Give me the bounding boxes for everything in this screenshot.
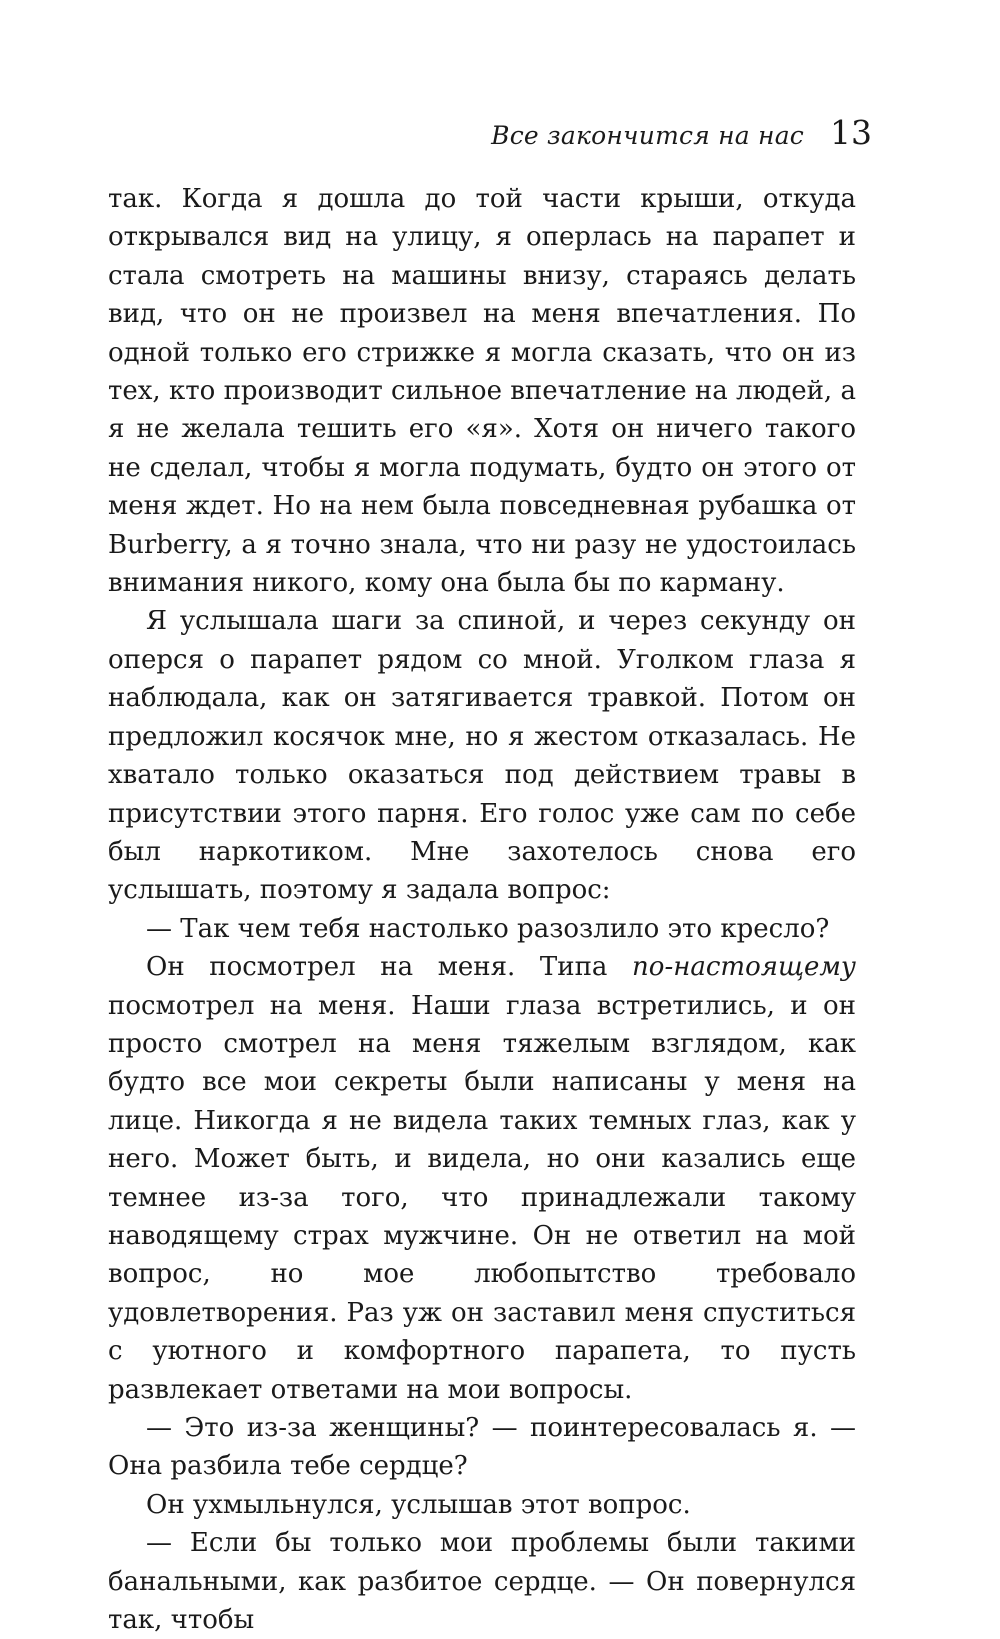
dialogue-line: — Так чем тебя настолько разозлило это кресло? xyxy=(146,913,830,944)
running-header xyxy=(491,113,872,152)
paragraph-text: Он посмотрел на меня. Типа xyxy=(146,952,633,983)
running-title: Все закончится на нас xyxy=(491,121,804,150)
paragraph xyxy=(108,948,856,1409)
paragraph: так. Когда я дошла до той части крыши, откуда открывался вид на улицу, я оперлась на парапет и стала смотреть на машины внизу, стараясь делать вид, что он не произвел на меня впечатления. По одной только его стрижке я могла сказать, что он из тех, кто производит сильное впечатление на людей, а я не желала тешить его «я». Хотя он ничего такого не сделал, чтобы я могла подумать, будто он этого от меня ждет. Но на нем была повседневная рубашка от Burberry, а я точно знала, что ни разу не удостоилась внимания никого, кому она была бы по карману. xyxy=(108,184,856,599)
dialogue-line: — Это из-за женщины? — поинтересовалась я. — Она разбила тебе сердце? xyxy=(108,1413,856,1482)
page-number: 13 xyxy=(830,113,872,152)
body-text xyxy=(108,180,856,1639)
paragraph-text: посмотрел на меня. Наши глаза встретились, и он просто смотрел на меня тяжелым взглядом, как будто все мои секреты были написаны у меня на лице. Никогда я не видела таких темных глаз, как у него. Может быть, и видела, но они казались еще темнее из-за того, что принадлежали такому наводящему страх мужчине. Он не ответил на мой вопрос, но мое любопытство требовало удовлетворения. Раз уж он заставил меня спуститься с уютного и комфортного парапета, то пусть развлекает ответами на мои вопросы. xyxy=(108,990,856,1405)
dialogue-line: — Если бы только мои проблемы были такими банальными, как разбитое сердце. — Он повернулся так, чтобы xyxy=(108,1528,856,1636)
emphasis-text: по-настоящему xyxy=(632,952,856,983)
paragraph: Я услышала шаги за спиной, и через секунду он оперся о парапет рядом со мной. Уголком глаза я наблюдала, как он затягивается травкой. Потом он предложил косячок мне, но я жестом отказалась. Не хватало только оказаться под действием травы в присутствии этого парня. Его голос уже сам по себе был наркотиком. Мне захотелось снова его услышать, поэтому я задала вопрос: xyxy=(108,606,856,906)
paragraph: Он ухмыльнулся, услышав этот вопрос. xyxy=(146,1489,691,1520)
